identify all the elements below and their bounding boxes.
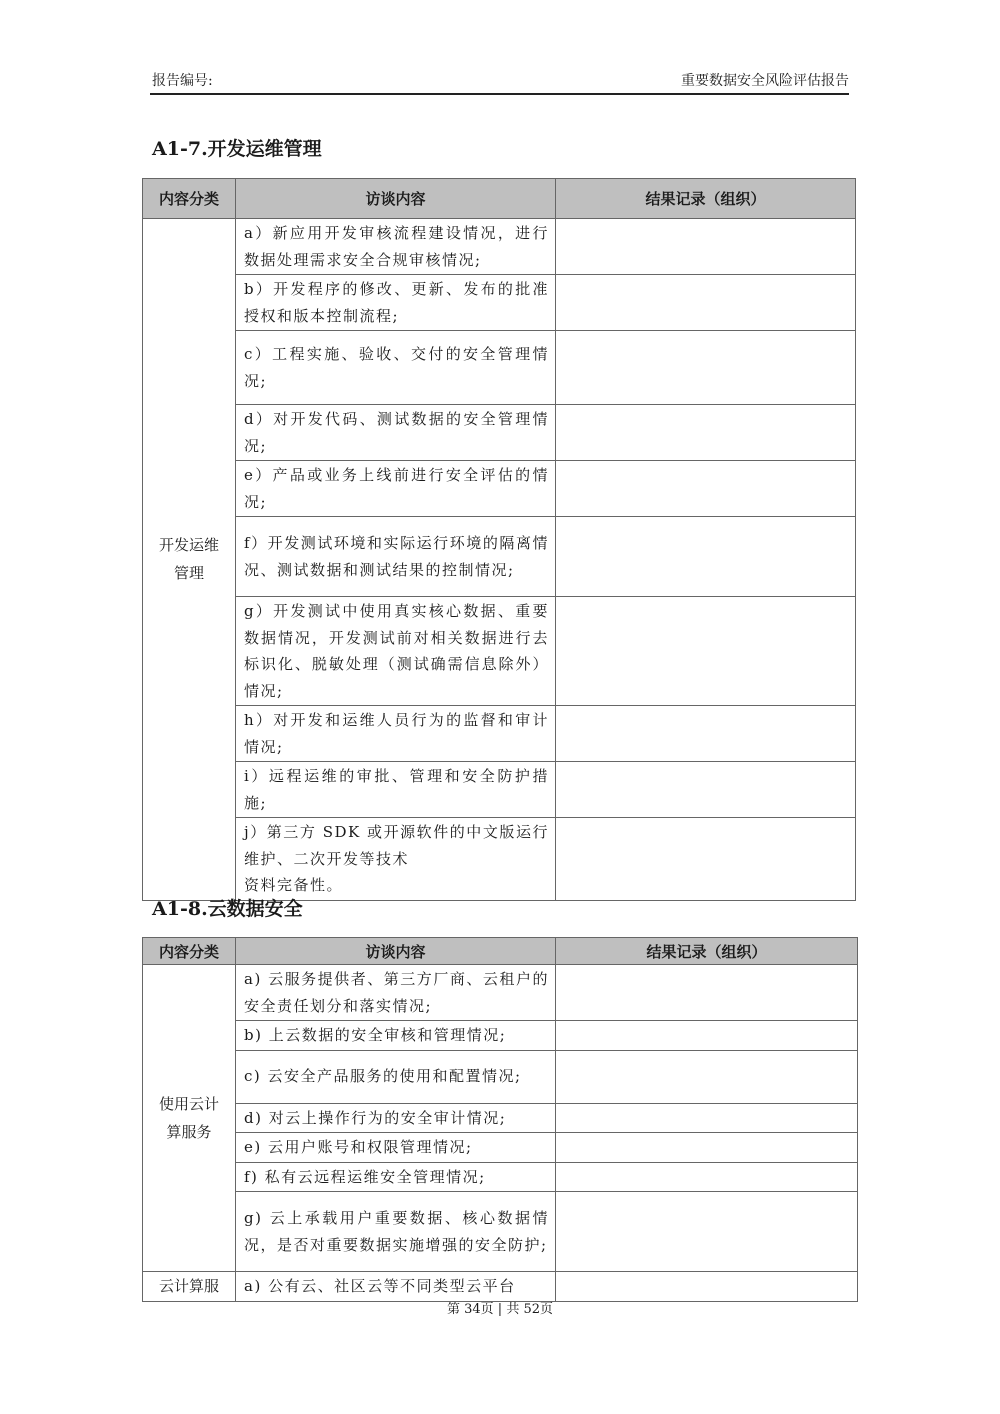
result-cell[interactable] (556, 517, 856, 597)
interview-item: i）远程运维的审批、管理和安全防护措施; (236, 762, 556, 818)
result-cell[interactable] (556, 219, 856, 275)
table-row (143, 1133, 858, 1163)
table-row (143, 1050, 858, 1103)
column-header-category: 内容分类 (143, 179, 236, 219)
table-row (143, 1272, 858, 1302)
result-cell[interactable] (556, 818, 856, 901)
report-title: 重要数据安全风险评估报告 (681, 73, 849, 89)
result-cell[interactable] (556, 1192, 858, 1272)
result-cell[interactable] (556, 1133, 858, 1163)
table-row (143, 275, 856, 331)
result-cell[interactable] (556, 965, 858, 1021)
table-row (143, 597, 856, 706)
interview-item: h）对开发和运维人员行为的监督和审计情况; (236, 706, 556, 762)
dev-ops-table (142, 178, 856, 901)
table-row (143, 405, 856, 461)
interview-item: f) 私有云远程运维安全管理情况; (236, 1162, 556, 1192)
page-footer: 第 34页 | 共 52页 (447, 1302, 553, 1317)
page-header (152, 70, 849, 90)
result-cell[interactable] (556, 461, 856, 517)
interview-item: d）对开发代码、测试数据的安全管理情况; (236, 405, 556, 461)
column-header-interview: 访谈内容 (236, 179, 556, 219)
result-cell[interactable] (556, 1050, 858, 1103)
table-header-row (143, 179, 856, 219)
table-row (143, 517, 856, 597)
interview-item: j）第三方 SDK 或开源软件的中文版运行维护、二次开发等技术 资料完备性。 (236, 818, 556, 901)
result-cell[interactable] (556, 275, 856, 331)
interview-item: a）新应用开发审核流程建设情况，进行数据处理需求安全合规审核情况; (236, 219, 556, 275)
interview-item: c) 云安全产品服务的使用和配置情况; (236, 1050, 556, 1103)
section-title-a1-7: A1-7.开发运维管理 (152, 138, 322, 160)
cloud-data-table (142, 937, 858, 1302)
interview-item: b) 上云数据的安全审核和管理情况; (236, 1021, 556, 1051)
category-cell: 开发运维 管理 (143, 219, 236, 901)
table-row (143, 706, 856, 762)
result-cell[interactable] (556, 331, 856, 405)
result-cell[interactable] (556, 762, 856, 818)
interview-item: a) 云服务提供者、第三方厂商、云租户的安全责任划分和落实情况; (236, 965, 556, 1021)
header-divider (150, 93, 849, 95)
table-header-row (143, 938, 858, 965)
interview-item: e）产品或业务上线前进行安全评估的情况; (236, 461, 556, 517)
column-header-result: 结果记录（组织） (556, 938, 858, 965)
category-cell: 云计算服 (143, 1272, 236, 1302)
interview-item: c）工程实施、验收、交付的安全管理情况; (236, 331, 556, 405)
interview-item: a) 公有云、社区云等不同类型云平台 (236, 1272, 556, 1302)
result-cell[interactable] (556, 1272, 858, 1302)
table-row (143, 1192, 858, 1272)
interview-item: b）开发程序的修改、更新、发布的批准授权和版本控制流程; (236, 275, 556, 331)
result-cell[interactable] (556, 405, 856, 461)
result-cell[interactable] (556, 706, 856, 762)
column-header-category: 内容分类 (143, 938, 236, 965)
section-title-a1-8: A1-8.云数据安全 (152, 898, 303, 920)
table-row (143, 219, 856, 275)
table-row (143, 1021, 858, 1051)
report-number-label: 报告编号: (152, 73, 213, 89)
column-header-interview: 访谈内容 (236, 938, 556, 965)
table-row (143, 461, 856, 517)
column-header-result: 结果记录（组织） (556, 179, 856, 219)
result-cell[interactable] (556, 1103, 858, 1133)
table-row (143, 762, 856, 818)
table-row (143, 818, 856, 901)
table-row (143, 1103, 858, 1133)
category-cell: 使用云计 算服务 (143, 965, 236, 1272)
result-cell[interactable] (556, 1162, 858, 1192)
table-row (143, 331, 856, 405)
interview-item: f）开发测试环境和实际运行环境的隔离情况、测试数据和测试结果的控制情况; (236, 517, 556, 597)
interview-item: g）开发测试中使用真实核心数据、重要数据情况，开发测试前对相关数据进行去标识化、脱敏处理（测试确需信息除外）情况; (236, 597, 556, 706)
interview-item: d) 对云上操作行为的安全审计情况; (236, 1103, 556, 1133)
interview-item: g) 云上承载用户重要数据、核心数据情况，是否对重要数据实施增强的安全防护; (236, 1192, 556, 1272)
result-cell[interactable] (556, 1021, 858, 1051)
interview-item: e) 云用户账号和权限管理情况; (236, 1133, 556, 1163)
table-row (143, 1162, 858, 1192)
result-cell[interactable] (556, 597, 856, 706)
table-row (143, 965, 858, 1021)
